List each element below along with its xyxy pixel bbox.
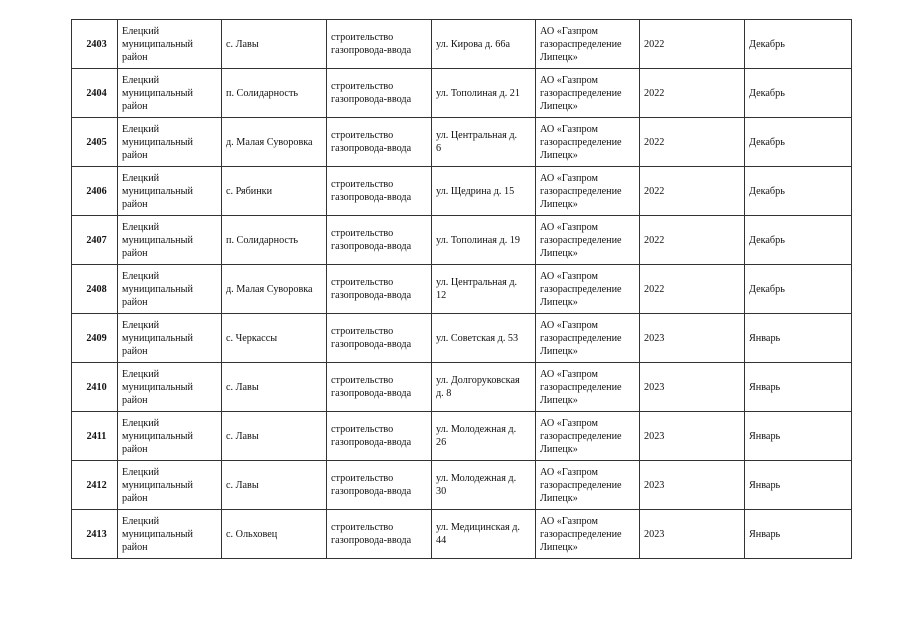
work-type-cell-line: газопровода-ввода <box>331 339 412 350</box>
district-cell-line: район <box>122 394 148 406</box>
work-type-cell <box>327 510 432 559</box>
table-row <box>72 20 852 69</box>
organization-cell-line: газораспределение <box>540 479 622 491</box>
work-type-cell-line: газопровода-ввода <box>331 437 412 448</box>
organization-cell <box>536 69 640 118</box>
organization-cell <box>536 118 640 167</box>
organization-cell-line: газораспределение <box>540 283 622 295</box>
row-number: 2410 <box>72 363 118 412</box>
district-cell-line: муниципальный <box>122 234 193 246</box>
district-cell-line: Елецкий <box>122 123 160 135</box>
settlement-cell: с. Лавы <box>222 20 327 69</box>
work-type-cell-line: газопровода-ввода <box>331 290 412 301</box>
year-cell: 2023 <box>640 412 745 461</box>
organization-cell <box>536 167 640 216</box>
work-type-cell-line: газопровода-ввода <box>331 388 412 399</box>
address-cell-line: ул. Советская д. 53 <box>436 332 519 344</box>
month-cell: Декабрь <box>745 265 852 314</box>
organization-cell-line: Липецк» <box>540 541 578 553</box>
work-type-cell-line: строительство <box>331 179 394 190</box>
district-cell-line: район <box>122 443 148 455</box>
table-row <box>72 118 852 167</box>
address-cell-line: ул. Молодежная д. <box>436 473 517 484</box>
organization-cell-line: газораспределение <box>540 185 622 197</box>
organization-cell-line: АО «Газпром <box>540 74 598 86</box>
district-cell-line: муниципальный <box>122 136 193 148</box>
district-cell-line: Елецкий <box>122 368 160 380</box>
address-cell <box>432 69 536 118</box>
district-cell <box>118 167 222 216</box>
address-cell-line: 26 <box>436 437 447 448</box>
table-row <box>72 461 852 510</box>
address-cell <box>432 118 536 167</box>
table-row <box>72 167 852 216</box>
work-type-cell <box>327 412 432 461</box>
district-cell <box>118 461 222 510</box>
district-cell-line: район <box>122 296 148 308</box>
district-cell <box>118 314 222 363</box>
organization-cell <box>536 216 640 265</box>
address-cell-line: 12 <box>436 290 447 301</box>
organization-cell-line: газораспределение <box>540 38 622 50</box>
district-cell-line: район <box>122 51 148 63</box>
organization-cell-line: АО «Газпром <box>540 368 598 380</box>
address-cell-line: ул. Центральная д. <box>436 130 518 141</box>
organization-cell-line: АО «Газпром <box>540 466 598 478</box>
work-type-cell <box>327 118 432 167</box>
row-number: 2407 <box>72 216 118 265</box>
settlement-cell: с. Черкассы <box>222 314 327 363</box>
organization-cell <box>536 265 640 314</box>
table-row <box>72 216 852 265</box>
address-cell-line: ул. Тополиная д. 21 <box>436 87 520 99</box>
organization-cell-line: АО «Газпром <box>540 270 598 282</box>
district-cell <box>118 412 222 461</box>
table-row <box>72 314 852 363</box>
work-type-cell <box>327 167 432 216</box>
address-cell-line: ул. Медицинская д. <box>436 522 520 533</box>
table-row <box>72 265 852 314</box>
district-cell-line: муниципальный <box>122 332 193 344</box>
organization-cell-line: Липецк» <box>540 443 578 455</box>
organization-cell-line: АО «Газпром <box>540 221 598 233</box>
organization-cell-line: газораспределение <box>540 430 622 442</box>
row-number: 2403 <box>72 20 118 69</box>
district-cell-line: Елецкий <box>122 172 160 184</box>
organization-cell <box>536 510 640 559</box>
district-cell <box>118 510 222 559</box>
district-cell-line: муниципальный <box>122 381 193 393</box>
district-cell-line: муниципальный <box>122 283 193 295</box>
organization-cell-line: АО «Газпром <box>540 123 598 135</box>
address-cell-line: ул. Щедрина д. 15 <box>436 185 515 197</box>
work-type-cell <box>327 314 432 363</box>
table-row <box>72 412 852 461</box>
organization-cell-line: газораспределение <box>540 136 622 148</box>
organization-cell-line: АО «Газпром <box>540 515 598 527</box>
work-type-cell <box>327 363 432 412</box>
work-type-cell-line: строительство <box>331 326 394 337</box>
organization-cell-line: АО «Газпром <box>540 319 598 331</box>
organization-cell-line: АО «Газпром <box>540 25 598 37</box>
work-type-cell-line: строительство <box>331 424 394 435</box>
work-type-cell-line: газопровода-ввода <box>331 45 412 56</box>
year-cell: 2023 <box>640 363 745 412</box>
row-number: 2411 <box>72 412 118 461</box>
organization-cell <box>536 20 640 69</box>
work-type-cell-line: строительство <box>331 32 394 43</box>
row-number: 2404 <box>72 69 118 118</box>
month-cell: Декабрь <box>745 216 852 265</box>
work-type-cell <box>327 265 432 314</box>
district-cell-line: Елецкий <box>122 466 160 478</box>
work-type-cell-line: строительство <box>331 81 394 92</box>
district-cell-line: муниципальный <box>122 38 193 50</box>
district-cell-line: муниципальный <box>122 185 193 197</box>
organization-cell-line: Липецк» <box>540 345 578 357</box>
work-type-cell-line: газопровода-ввода <box>331 94 412 105</box>
district-cell-line: район <box>122 149 148 161</box>
district-cell <box>118 216 222 265</box>
organization-cell-line: Липецк» <box>540 394 578 406</box>
organization-cell <box>536 314 640 363</box>
address-cell-line: ул. Кирова д. 66а <box>436 38 510 50</box>
address-cell <box>432 314 536 363</box>
table-row <box>72 363 852 412</box>
district-cell-line: район <box>122 492 148 504</box>
work-type-cell-line: строительство <box>331 522 394 533</box>
year-cell: 2022 <box>640 216 745 265</box>
district-cell-line: район <box>122 541 148 553</box>
work-type-cell <box>327 216 432 265</box>
organization-cell-line: Липецк» <box>540 247 578 259</box>
district-cell <box>118 20 222 69</box>
row-number: 2409 <box>72 314 118 363</box>
table-row <box>72 510 852 559</box>
organization-cell-line: Липецк» <box>540 492 578 504</box>
work-type-cell-line: газопровода-ввода <box>331 241 412 252</box>
district-cell-line: район <box>122 100 148 112</box>
district-cell-line: муниципальный <box>122 528 193 540</box>
organization-cell-line: газораспределение <box>540 528 622 540</box>
district-cell <box>118 363 222 412</box>
table-body <box>72 20 852 559</box>
work-type-cell-line: строительство <box>331 277 394 288</box>
address-cell-line: 30 <box>436 486 447 497</box>
settlement-cell: п. Солидарность <box>222 216 327 265</box>
organization-cell-line: АО «Газпром <box>540 417 598 429</box>
work-type-cell-line: газопровода-ввода <box>331 486 412 497</box>
settlement-cell: с. Лавы <box>222 461 327 510</box>
work-type-cell-line: строительство <box>331 375 394 386</box>
work-type-cell-line: газопровода-ввода <box>331 192 412 203</box>
organization-cell-line: Липецк» <box>540 296 578 308</box>
work-type-cell-line: газопровода-ввода <box>331 535 412 546</box>
settlement-cell: с. Лавы <box>222 412 327 461</box>
month-cell: Декабрь <box>745 118 852 167</box>
work-type-cell <box>327 20 432 69</box>
district-cell-line: муниципальный <box>122 430 193 442</box>
year-cell: 2022 <box>640 167 745 216</box>
year-cell: 2022 <box>640 69 745 118</box>
district-cell-line: Елецкий <box>122 515 160 527</box>
district-cell <box>118 118 222 167</box>
month-cell: Декабрь <box>745 69 852 118</box>
district-cell <box>118 69 222 118</box>
address-cell <box>432 265 536 314</box>
organization-cell-line: газораспределение <box>540 332 622 344</box>
organization-cell-line: Липецк» <box>540 51 578 63</box>
row-number: 2406 <box>72 167 118 216</box>
settlement-cell: д. Малая Суворовка <box>222 118 327 167</box>
year-cell: 2022 <box>640 118 745 167</box>
work-type-cell <box>327 461 432 510</box>
district-cell-line: район <box>122 345 148 357</box>
address-cell <box>432 216 536 265</box>
address-cell-line: ул. Тополиная д. 19 <box>436 234 520 246</box>
organization-cell-line: АО «Газпром <box>540 172 598 184</box>
organization-cell-line: газораспределение <box>540 381 622 393</box>
organization-cell-line: Липецк» <box>540 149 578 161</box>
address-cell-line: 44 <box>436 535 447 546</box>
district-cell-line: Елецкий <box>122 319 160 331</box>
district-cell-line: Елецкий <box>122 25 160 37</box>
row-number: 2408 <box>72 265 118 314</box>
work-type-cell <box>327 69 432 118</box>
organization-cell <box>536 461 640 510</box>
month-cell: Январь <box>745 363 852 412</box>
district-cell-line: Елецкий <box>122 74 160 86</box>
organization-cell <box>536 412 640 461</box>
year-cell: 2023 <box>640 510 745 559</box>
year-cell: 2023 <box>640 461 745 510</box>
work-type-cell-line: строительство <box>331 228 394 239</box>
address-cell-line: ул. Молодежная д. <box>436 424 517 435</box>
district-cell-line: Елецкий <box>122 270 160 282</box>
address-cell-line: 6 <box>436 143 442 154</box>
address-cell-line: д. 8 <box>436 388 452 399</box>
settlement-cell: п. Солидарность <box>222 69 327 118</box>
address-cell <box>432 20 536 69</box>
organization-cell-line: газораспределение <box>540 234 622 246</box>
settlement-cell: с. Ольховец <box>222 510 327 559</box>
address-cell-line: ул. Центральная д. <box>436 277 518 288</box>
month-cell: Январь <box>745 314 852 363</box>
settlement-cell: с. Лавы <box>222 363 327 412</box>
year-cell: 2022 <box>640 265 745 314</box>
row-number: 2405 <box>72 118 118 167</box>
month-cell: Декабрь <box>745 167 852 216</box>
organization-cell <box>536 363 640 412</box>
address-cell <box>432 363 536 412</box>
address-cell <box>432 510 536 559</box>
organization-cell-line: Липецк» <box>540 100 578 112</box>
row-number: 2412 <box>72 461 118 510</box>
address-cell-line: ул. Долгоруковская <box>436 375 520 386</box>
work-type-cell-line: строительство <box>331 130 394 141</box>
year-cell: 2022 <box>640 20 745 69</box>
district-cell-line: Елецкий <box>122 221 160 233</box>
year-cell: 2023 <box>640 314 745 363</box>
row-number: 2413 <box>72 510 118 559</box>
work-type-cell-line: газопровода-ввода <box>331 143 412 154</box>
settlement-cell: д. Малая Суворовка <box>222 265 327 314</box>
district-cell-line: муниципальный <box>122 87 193 99</box>
address-cell <box>432 167 536 216</box>
address-cell <box>432 461 536 510</box>
month-cell: Январь <box>745 412 852 461</box>
month-cell: Январь <box>745 510 852 559</box>
settlement-cell: с. Рябинки <box>222 167 327 216</box>
district-cell <box>118 265 222 314</box>
address-cell <box>432 412 536 461</box>
district-cell-line: район <box>122 198 148 210</box>
work-type-cell-line: строительство <box>331 473 394 484</box>
organization-cell-line: Липецк» <box>540 198 578 210</box>
district-cell-line: район <box>122 247 148 259</box>
table-row <box>72 69 852 118</box>
gas-connection-schedule-table <box>71 19 852 559</box>
district-cell-line: муниципальный <box>122 479 193 491</box>
month-cell: Декабрь <box>745 20 852 69</box>
organization-cell-line: газораспределение <box>540 87 622 99</box>
month-cell: Январь <box>745 461 852 510</box>
district-cell-line: Елецкий <box>122 417 160 429</box>
